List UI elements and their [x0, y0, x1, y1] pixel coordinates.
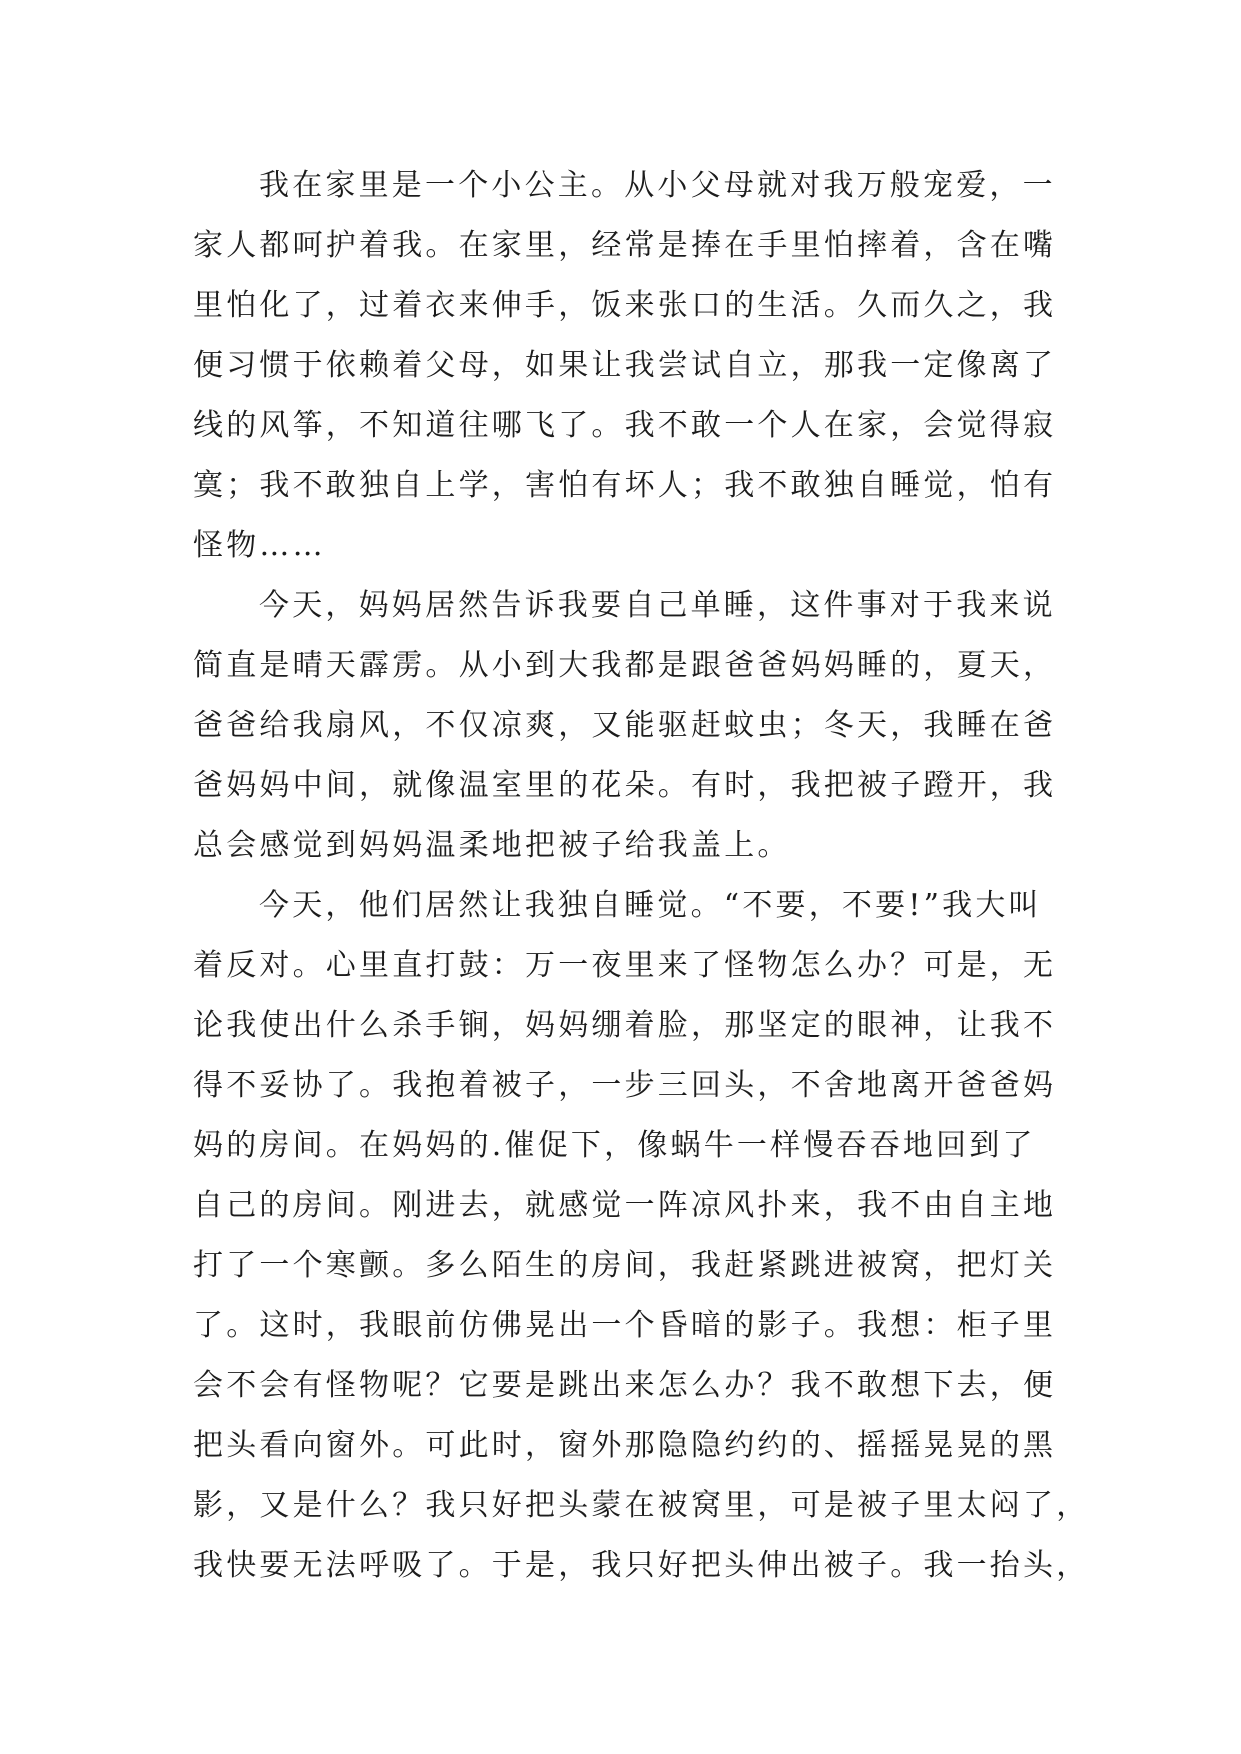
text-line: 里怕化了，过着衣来伸手，饭来张口的生活。久而久之，我: [193, 288, 1057, 323]
text-line: 总会感觉到妈妈温柔地把被子给我盖上。: [193, 828, 791, 863]
text-line: 自己的房间。刚进去，就感觉一阵凉风扑来，我不由自主地: [193, 1188, 1057, 1223]
paragraph-1: [193, 156, 1241, 576]
text-line: 线的风筝，不知道往哪飞了。我不敢一个人在家，会觉得寂: [193, 408, 1057, 443]
text-line: 家人都呵护着我。在家里，经常是捧在手里怕摔着，含在嘴: [193, 228, 1057, 263]
paragraph-3: [193, 876, 1241, 1596]
text-line: 简直是晴天霹雳。从小到大我都是跟爸爸妈妈睡的，夏天，: [193, 648, 1057, 683]
text-line: 得不妥协了。我抱着被子，一步三回头，不舍地离开爸爸妈: [193, 1068, 1057, 1103]
text-line: 会不会有怪物呢？它要是跳出来怎么办？我不敢想下去，便: [193, 1368, 1057, 1403]
text-line: 打了一个寒颤。多么陌生的房间，我赶紧跳进被窝，把灯关: [193, 1248, 1057, 1283]
text-line: 我在家里是一个小公主。从小父母就对我万般宠爱，一: [259, 168, 1056, 203]
text-line: 便习惯于依赖着父母，如果让我尝试自立，那我一定像离了: [193, 348, 1057, 383]
text-line: 论我使出什么杀手锏，妈妈绷着脸，那坚定的眼神，让我不: [193, 1008, 1057, 1043]
text-line: 妈的房间。在妈妈的.催促下，像蜗牛一样慢吞吞地回到了: [193, 1128, 1036, 1163]
paragraph-2: [193, 576, 1241, 876]
text-line: 影，又是什么？我只好把头蒙在被窝里，可是被子里太闷了，: [193, 1488, 1090, 1523]
text-line: 寞；我不敢独自上学，害怕有坏人；我不敢独自睡觉，怕有: [193, 468, 1057, 503]
text-line: 怪物……: [193, 528, 326, 563]
text-line: 爸妈妈中间，就像温室里的花朵。有时，我把被子蹬开，我: [193, 768, 1057, 803]
text-line: 爸爸给我扇风，不仅凉爽，又能驱赶蚊虫；冬天，我睡在爸: [193, 708, 1057, 743]
text-line: 了。这时，我眼前仿佛晃出一个昏暗的影子。我想：柜子里: [193, 1308, 1057, 1343]
text-line: 把头看向窗外。可此时，窗外那隐隐约约的、摇摇晃晃的黑: [193, 1428, 1057, 1463]
text-line: 我快要无法呼吸了。于是，我只好把头伸出被子。我一抬头，: [193, 1548, 1090, 1583]
text-line: 着反对。心里直打鼓：万一夜里来了怪物怎么办？可是，无: [193, 948, 1057, 983]
text-line: 今天，他们居然让我独自睡觉。“不要，不要!”我大叫: [259, 888, 1042, 923]
text-line: 今天，妈妈居然告诉我要自己单睡，这件事对于我来说: [259, 588, 1056, 623]
